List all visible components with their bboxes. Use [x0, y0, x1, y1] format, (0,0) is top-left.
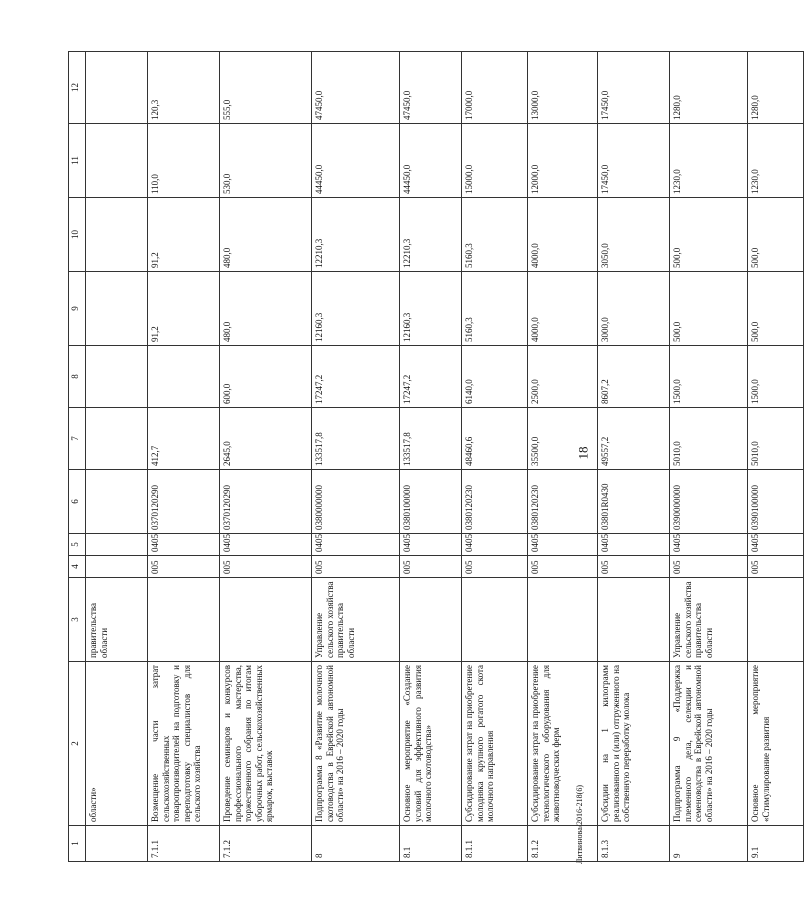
column-header: 11 — [69, 124, 86, 198]
column-header: 6 — [69, 470, 86, 534]
table-cell: 0390000000 — [670, 470, 748, 534]
table-cell — [148, 578, 220, 662]
table-cell — [86, 556, 148, 578]
table-cell: 500,0 — [670, 198, 748, 272]
table-cell: 9.1 — [748, 826, 804, 862]
table-cell: 5160,3 — [462, 272, 528, 346]
table-cell: 17247,2 — [400, 346, 462, 408]
table-row — [462, 52, 528, 862]
table-cell: 500,0 — [748, 198, 804, 272]
table-cell: 8 — [312, 826, 400, 862]
table-cell: 0405 — [598, 534, 670, 556]
table-row — [312, 52, 400, 862]
table-cell: 1280,0 — [670, 52, 748, 124]
table-cell: 0405 — [312, 534, 400, 556]
table-cell: 9 — [670, 826, 748, 862]
table-cell — [86, 826, 148, 862]
column-header: 9 — [69, 272, 86, 346]
table-cell: 120,3 — [148, 52, 220, 124]
table-cell: 49557,2 — [598, 408, 670, 470]
table-cell: 133517,8 — [400, 408, 462, 470]
table-cell: 12160,3 — [312, 272, 400, 346]
table-cell: Основное мероприятие «Стимулирование развития — [748, 662, 804, 826]
table-cell: 480,0 — [220, 272, 312, 346]
table-cell: Возмещение части затрат сельскохозяйственных товаропроизводителей на подготовку и переподготовку специалистов для сельского хозяйства — [148, 662, 220, 826]
table-cell: 500,0 — [748, 272, 804, 346]
table-cell: 12210,3 — [400, 198, 462, 272]
table-cell: 44450,0 — [400, 124, 462, 198]
table-cell: 17450,0 — [598, 124, 670, 198]
table-cell: 0380100000 — [400, 470, 462, 534]
table-cell: 1500,0 — [748, 346, 804, 408]
table-cell — [86, 408, 148, 470]
table-cell: Подпрограмма 8 «Развитие молочного скотоводства в Еврейской автономной области» на 2016 – 2020 годы — [312, 662, 400, 826]
table-cell: 35500,0 — [528, 408, 598, 470]
table-cell: 47450,0 — [312, 52, 400, 124]
table-cell — [462, 578, 528, 662]
column-header: 3 — [69, 578, 86, 662]
table-cell: 005 — [528, 556, 598, 578]
table-cell: 1500,0 — [670, 346, 748, 408]
table-cell: области» — [86, 662, 148, 826]
table-cell: 005 — [312, 556, 400, 578]
table-cell: 0405 — [220, 534, 312, 556]
table-cell: 0405 — [462, 534, 528, 556]
table-cell: 0405 — [400, 534, 462, 556]
table-cell: 91,2 — [148, 198, 220, 272]
table-cell: 0405 — [148, 534, 220, 556]
table-cell: 005 — [598, 556, 670, 578]
table-cell: 47450,0 — [400, 52, 462, 124]
table-cell — [86, 272, 148, 346]
table-cell: 500,0 — [670, 272, 748, 346]
column-header: 4 — [69, 556, 86, 578]
table-cell: 555,0 — [220, 52, 312, 124]
column-header: 12 — [69, 52, 86, 124]
table-cell: 6140,0 — [462, 346, 528, 408]
column-header: 1 — [69, 826, 86, 862]
table-cell: 12160,3 — [400, 272, 462, 346]
table-row — [670, 52, 748, 862]
table-cell — [86, 124, 148, 198]
column-header: 2 — [69, 662, 86, 826]
table-cell: 8607,2 — [598, 346, 670, 408]
table-row — [598, 52, 670, 862]
table-cell: 2500,0 — [528, 346, 598, 408]
table-cell: 600,0 — [220, 346, 312, 408]
table-cell: Субсидирование затрат на приобретение молодняка крупного рогатого скота молочного направления — [462, 662, 528, 826]
budget-table — [68, 51, 804, 862]
table-cell: 1280,0 — [748, 52, 804, 124]
table-cell: 91,2 — [148, 272, 220, 346]
table-cell: 8.1.1 — [462, 826, 528, 862]
table-cell: 0405 — [528, 534, 598, 556]
table-cell: 1230,0 — [670, 124, 748, 198]
table-cell: 133517,8 — [312, 408, 400, 470]
table-cell: 4000,0 — [528, 198, 598, 272]
column-header: 8 — [69, 346, 86, 408]
table-cell: Субсидии на 1 килограмм реализованного и (или) отгруженного на собственную переработку молока — [598, 662, 670, 826]
table-row — [528, 52, 598, 862]
table-cell: 4000,0 — [528, 272, 598, 346]
table-cell — [86, 534, 148, 556]
table-cell: 17000,0 — [462, 52, 528, 124]
column-header: 5 — [69, 534, 86, 556]
table-cell: 412,7 — [148, 408, 220, 470]
table-cell — [598, 578, 670, 662]
table-cell: 17450,0 — [598, 52, 670, 124]
table-cell: 8.1.3 — [598, 826, 670, 862]
table-cell: 1230,0 — [748, 124, 804, 198]
table-cell — [528, 578, 598, 662]
table-cell: 005 — [462, 556, 528, 578]
table-cell: Основное мероприятие «Создание условий для эффективного развития молочного скотоводства» — [400, 662, 462, 826]
table-cell: 8.1 — [400, 826, 462, 862]
table-cell: 0405 — [748, 534, 804, 556]
table-cell: 0405 — [670, 534, 748, 556]
table-cell: 0390100000 — [748, 470, 804, 534]
table-cell: 5160,3 — [462, 198, 528, 272]
table-cell: 12210,3 — [312, 198, 400, 272]
table-cell — [748, 578, 804, 662]
column-header: 10 — [69, 198, 86, 272]
table-cell: 48460,6 — [462, 408, 528, 470]
footer-document-code: Литвинова/2016-218(6) — [574, 785, 584, 864]
table-cell: Проведение семинаров и конкурсов профессионального мастерства, торжественного собрания по итогам уборочных работ, сельскохозяйственных ярмарок, выставок — [220, 662, 312, 826]
table-row — [400, 52, 462, 862]
table-cell: 03801R0430 — [598, 470, 670, 534]
column-header: 7 — [69, 408, 86, 470]
table-cell: Управление сельского хозяйства правительства области — [670, 578, 748, 662]
table-cell — [86, 52, 148, 124]
table-cell: Субсидирование затрат на приобретение технологического оборудования для животноводческих ферм — [528, 662, 598, 826]
table-cell: 5010,0 — [670, 408, 748, 470]
table-cell: 005 — [220, 556, 312, 578]
table-cell: 530,0 — [220, 124, 312, 198]
table-cell: 12000,0 — [528, 124, 598, 198]
table-cell: Подпрограмма 9 «Поддержка племенного дела, селекции и семеноводства в Еврейской автономной области» на 2016 – 2020 годы — [670, 662, 748, 826]
table-cell: 17247,2 — [312, 346, 400, 408]
table-cell: 0380000000 — [312, 470, 400, 534]
table-cell: 0370120290 — [220, 470, 312, 534]
table-cell: 2645,0 — [220, 408, 312, 470]
table-cell — [220, 578, 312, 662]
table-cell: 5010,0 — [748, 408, 804, 470]
table-cell — [400, 578, 462, 662]
table-cell: 3000,0 — [598, 272, 670, 346]
table-cell: 005 — [400, 556, 462, 578]
table-cell: 005 — [748, 556, 804, 578]
table-cell: 44450,0 — [312, 124, 400, 198]
table-row — [86, 52, 148, 862]
table-cell: 3050,0 — [598, 198, 670, 272]
table-cell: 480,0 — [220, 198, 312, 272]
table-cell: 0380120230 — [528, 470, 598, 534]
table-cell: 0370120290 — [148, 470, 220, 534]
table-cell: 005 — [148, 556, 220, 578]
table-row — [220, 52, 312, 862]
table-cell — [86, 198, 148, 272]
table-cell: 7.1.2 — [220, 826, 312, 862]
table-cell: 0380120230 — [462, 470, 528, 534]
table-cell: 8.1.2 — [528, 826, 598, 862]
table-cell: 110,0 — [148, 124, 220, 198]
table-cell: 005 — [670, 556, 748, 578]
table-cell: 7.1.1 — [148, 826, 220, 862]
table-row — [748, 52, 804, 862]
table-cell: Управление сельского хозяйства правительства области — [312, 578, 400, 662]
table-cell — [86, 470, 148, 534]
table-cell: 15000,0 — [462, 124, 528, 198]
table-cell: правительства области — [86, 578, 148, 662]
table-cell — [148, 346, 220, 408]
table-row — [148, 52, 220, 862]
page-number: 18 — [575, 446, 591, 460]
table-cell: 13000,0 — [528, 52, 598, 124]
table-header-row — [69, 52, 86, 862]
table-cell — [86, 346, 148, 408]
